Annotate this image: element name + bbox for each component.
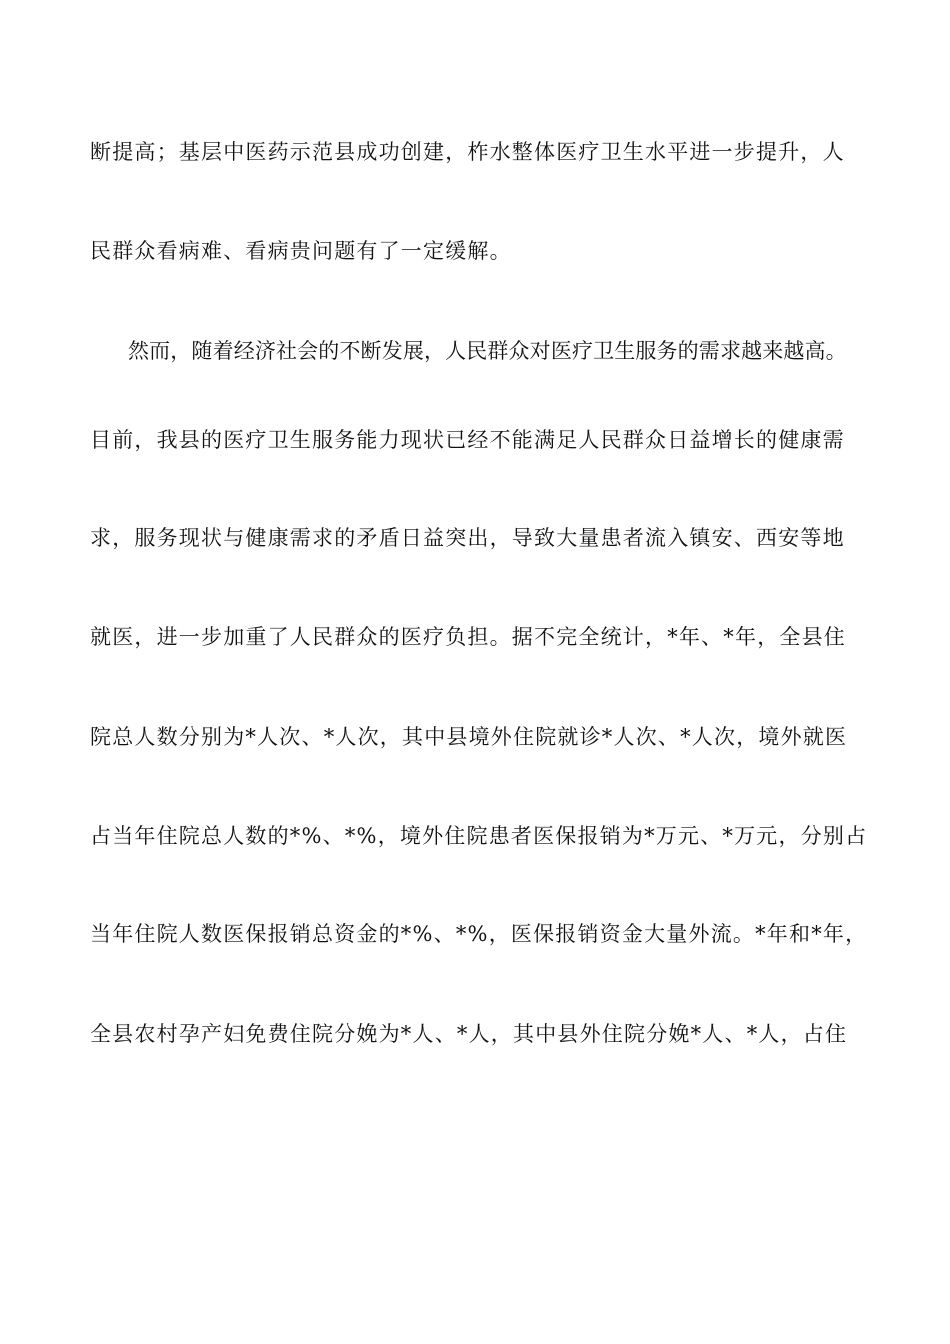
text-line: 院总人数分别为*人次、*人次，其中县境外住院就诊*人次、*人次，境外就医 [90, 725, 848, 749]
text-line: 占当年住院总人数的*%、*%，境外住院患者医保报销为*万元、*万元，分别占 [90, 824, 868, 848]
text-line: 全县农村孕产妇免费住院分娩为*人、*人，其中县外住院分娩*人、*人，占住 [90, 1022, 848, 1046]
text-line: 当年住院人数医保报销总资金的*%、*%，医保报销资金大量外流。*年和*年， [90, 922, 868, 946]
text-line: 目前，我县的医疗卫生服务能力现状已经不能满足人民群众日益增长的健康需 [90, 428, 845, 452]
text-line: 民群众看病难、看病贵问题有了一定缓解。 [90, 239, 512, 263]
text-line: 就医，进一步加重了人民群众的医疗负担。据不完全统计，*年、*年，全县住 [90, 625, 846, 649]
paragraph-first-line: 然而，随着经济社会的不断发展，人民群众对医疗卫生服务的需求越来越高。 [128, 339, 847, 363]
text-line: 求，服务现状与健康需求的矛盾日益突出，导致大量患者流入镇安、西安等地 [90, 526, 845, 550]
text-line: 断提高；基层中医药示范县成功创建，柞水整体医疗卫生水平进一步提升，人 [90, 140, 845, 164]
